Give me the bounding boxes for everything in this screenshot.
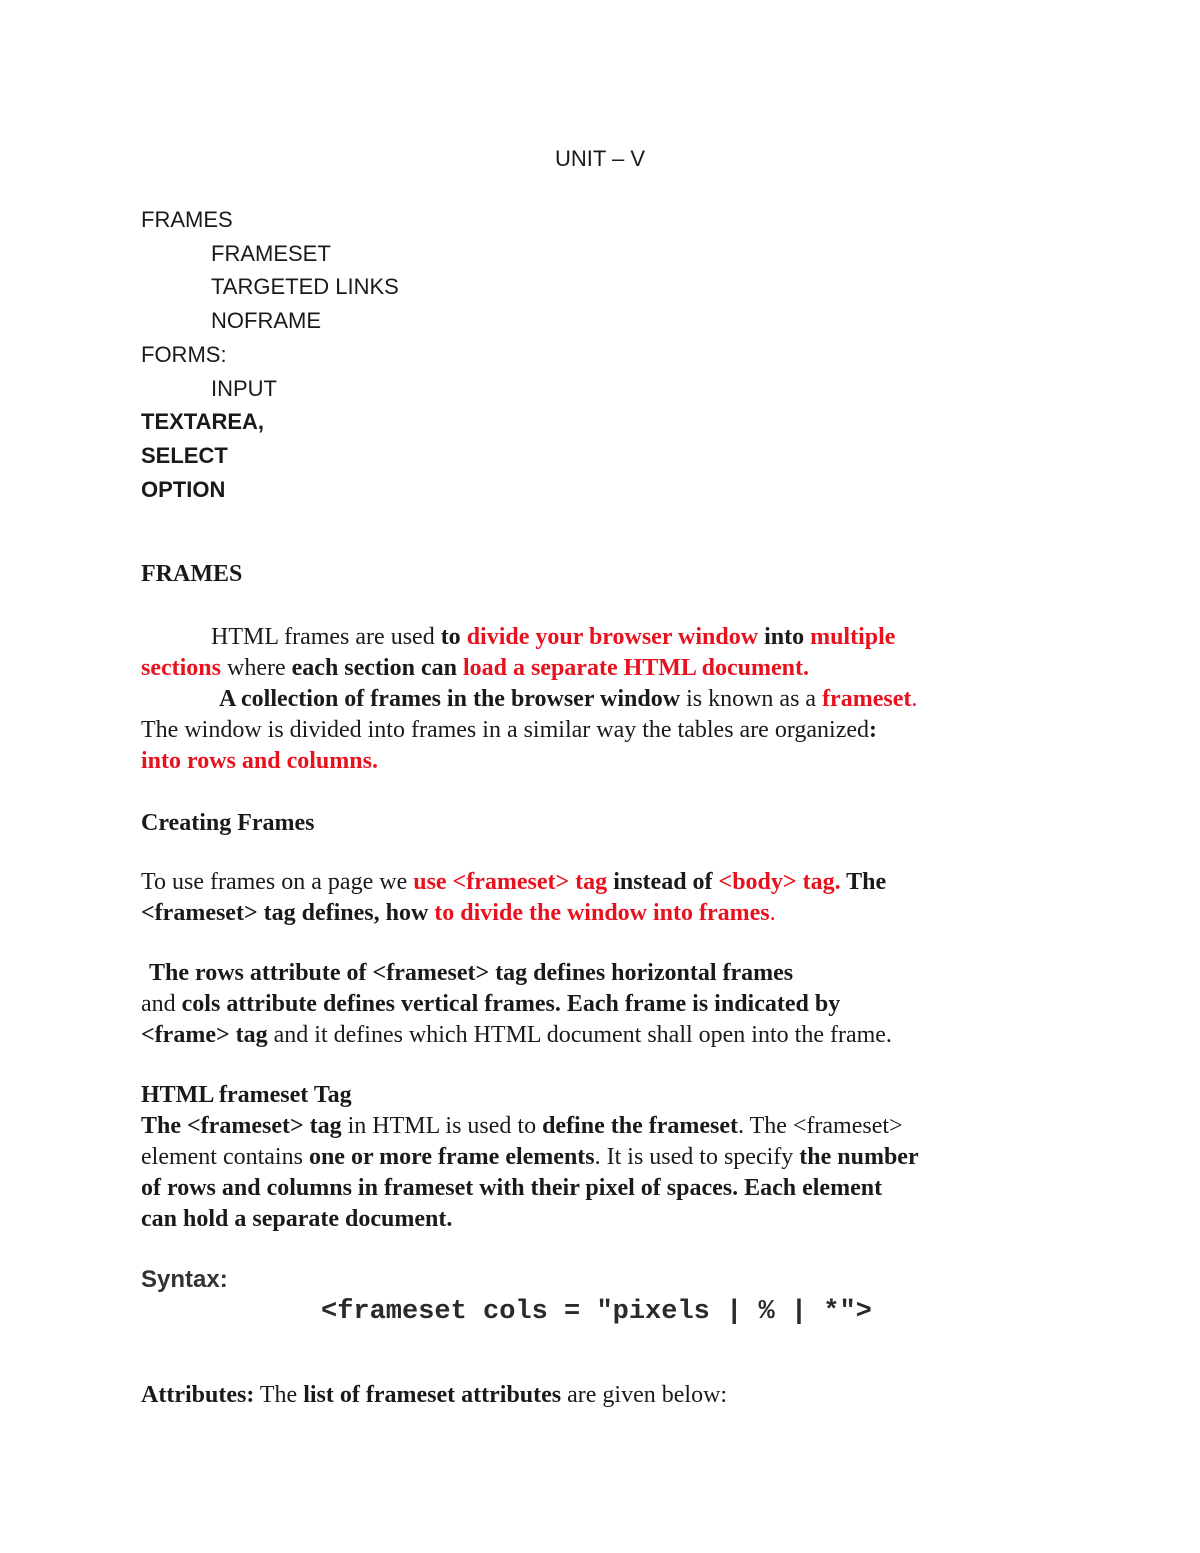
- text-run: define the frameset: [542, 1113, 738, 1139]
- creating-frames-heading: Creating Frames: [141, 810, 315, 836]
- text-run: each section can: [291, 655, 463, 681]
- text-run: one or more frame elements: [308, 1144, 595, 1170]
- highlight-text: multiple: [810, 624, 896, 650]
- highlight-text: sections: [141, 655, 221, 681]
- frames-section-heading: FRAMES: [141, 561, 243, 587]
- text-run: .: [769, 900, 776, 926]
- highlight-text: load a separate HTML document.: [462, 655, 809, 681]
- text-run: and it defines which HTML document shall open into the frame.: [267, 1022, 892, 1048]
- text-run: The rows attribute of <frameset> tag defines horizontal frames: [149, 960, 794, 986]
- outline-item-frameset: FRAMESET: [211, 240, 331, 266]
- text-run: The <frameset> tag: [141, 1113, 342, 1139]
- highlight-text: <body> tag.: [718, 869, 841, 895]
- outline-item-noframe: NOFRAME: [211, 308, 321, 334]
- text-run: list of frameset attributes: [303, 1382, 562, 1408]
- text-run: A collection of frames in the browser window: [219, 686, 681, 712]
- outline-item-targeted-links: TARGETED LINKS: [211, 274, 399, 300]
- outline-item-forms: FORMS:: [141, 341, 227, 367]
- text-run: :: [869, 717, 878, 743]
- text-run: element contains: [141, 1144, 309, 1170]
- text-run: <frameset> tag defines, how: [141, 900, 435, 926]
- text-run: is known as a: [680, 686, 823, 712]
- outline-item-option: OPTION: [141, 476, 226, 502]
- text-run: The: [840, 869, 887, 895]
- frameset-tag-heading: HTML frameset Tag: [141, 1082, 352, 1108]
- text-run: the number: [799, 1144, 919, 1170]
- outline-item-select: SELECT: [141, 442, 228, 468]
- text-run: and: [141, 991, 182, 1017]
- text-run: HTML frames are used: [211, 624, 441, 650]
- topic-outline: [141, 203, 399, 506]
- text-run: <frame> tag: [141, 1022, 268, 1048]
- text-run: into: [758, 624, 811, 650]
- unit-title: UNIT – V: [554, 146, 646, 171]
- text-run: cols attribute defines vertical frames. Each frame is indicated by: [181, 991, 841, 1017]
- syntax-label: Syntax:: [141, 1266, 228, 1293]
- outline-item-frames: FRAMES: [141, 207, 233, 232]
- frames-intro-paragraph: [141, 622, 1081, 777]
- syntax-code: <frameset cols = "pixels | % | *">: [321, 1297, 872, 1327]
- text-run: The: [254, 1382, 304, 1408]
- text-run: can hold a separate document.: [141, 1206, 453, 1232]
- text-run: are given below:: [561, 1382, 728, 1408]
- highlight-text: use <frameset> tag: [413, 869, 608, 895]
- outline-item-textarea: TEXTAREA,: [141, 409, 265, 435]
- text-run: . It is used to specify: [594, 1144, 800, 1170]
- outline-item-input: INPUT: [211, 375, 277, 401]
- text-run: of rows and columns in frameset with their pixel of spaces. Each element: [141, 1175, 883, 1201]
- text-run: . The <frameset>: [738, 1113, 903, 1139]
- text-run: where: [221, 655, 292, 681]
- text-run: instead of: [607, 869, 719, 895]
- attributes-line: [141, 1380, 727, 1411]
- text-run: The window is divided into frames in a similar way the tables are organized: [141, 717, 870, 743]
- creating-frames-paragraph: [141, 867, 1081, 929]
- rows-cols-paragraph: [141, 958, 1081, 1051]
- highlight-text: frameset: [822, 686, 912, 712]
- frameset-tag-paragraph: [141, 1111, 1081, 1235]
- text-run: in HTML is used to: [341, 1113, 543, 1139]
- text-run: to: [440, 624, 467, 650]
- highlight-text: to divide the window into frames: [434, 900, 770, 926]
- text-run: .: [911, 686, 918, 712]
- highlight-text: into rows and columns.: [141, 748, 378, 774]
- text-run: To use frames on a page we: [141, 869, 414, 895]
- highlight-text: divide your browser window: [466, 624, 759, 650]
- attributes-label: Attributes:: [141, 1382, 255, 1408]
